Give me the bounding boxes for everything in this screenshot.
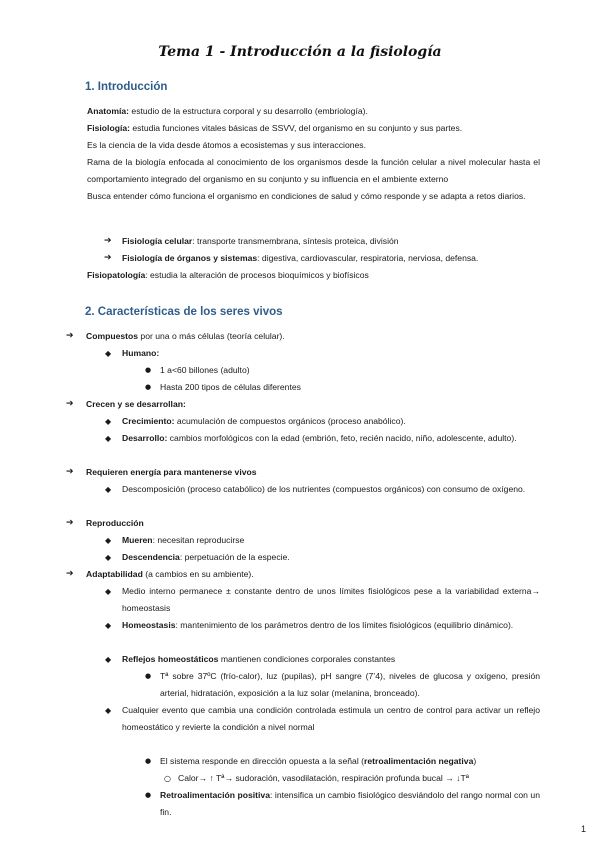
sub2-text: : digestiva, cardiovascular, respiratoria, nerviosa, defensa. (257, 253, 479, 263)
dot-bullet-icon: ● (145, 383, 152, 391)
rama-paragraph: Rama de la biología enfocada al conocimiento de los organismos desde la función celular a nivel molecular hasta el comportamiento integrado del organismo en su conjunto y su influencia en el ambiente externo (87, 157, 540, 184)
diamond-bullet-icon: ◆ (105, 655, 112, 664)
diamond-bullet-icon: ◆ (105, 621, 112, 630)
humano-term: Humano: (122, 348, 160, 358)
anatomia-term: Anatomía: (87, 106, 130, 116)
fisiopatologia-text: : estudia la alteración de procesos bioquímicos y biofísicos (145, 270, 369, 280)
crecen-term: Crecen y se desarrollan: (86, 399, 186, 409)
ciencia-line: Es la ciencia de la vida desde átomos a ecosistemas y sus interacciones. (87, 140, 366, 150)
desarrollo-text: cambios morfológicos con la edad (embrión, feto, recién nacido, niño, adolescente, adulto). (167, 433, 517, 443)
fisiologia-celular-item (122, 233, 399, 250)
mueren-item (122, 532, 244, 549)
medio-item: Medio interno permanece ± constante dentro de unos límites fisiológicos pese a la variabilidad externa→ homeostasis (122, 586, 540, 613)
mueren-text: : necesitan reproducirse (152, 535, 245, 545)
compuestos-item (86, 328, 285, 345)
fisiologia-text: estudia funciones vitales básicas de SSVV, del organismo en su conjunto y sus partes. (129, 123, 463, 133)
diamond-bullet-icon: ◆ (105, 434, 112, 443)
arrow-icon: ➔ (66, 399, 74, 409)
energia-term: Requieren energía para mantenerse vivos (86, 467, 257, 477)
desarrollo-term: Desarrollo: (122, 433, 168, 443)
arrow-icon: ➔ (104, 236, 112, 246)
arrow-icon: ➔ (66, 569, 74, 579)
homeostasis-item (122, 617, 540, 634)
temperatura-item: Tª sobre 37ºC (frío-calor), luz (pupilas), pH sangre (7’4), niveles de glucosa y oxígeno, presión arterial, hidratación, exposición a la luz solar (melanina, bronceado). (160, 671, 540, 698)
retro-pos-term: Retroalimentación positiva (160, 790, 270, 800)
homeostasis-text: : mantenimiento de los parámetros dentro de los límites fisiológicos (equilibrio dinámico). (175, 620, 514, 630)
crecen-item (86, 396, 186, 413)
fisiopatologia-line (87, 267, 369, 284)
reflejos-item (122, 651, 395, 668)
fisiopatologia-term: Fisiopatología (87, 270, 146, 280)
sub1-text: : transporte transmembrana, síntesis proteica, división (192, 236, 399, 246)
page-title: Tema 1 - Introducción a la fisiología (158, 44, 442, 60)
dot-bullet-icon: ● (145, 672, 152, 680)
diamond-bullet-icon: ◆ (105, 349, 112, 358)
page-number: 1 (580, 824, 586, 834)
reflejos-text: mantienen condiciones corporales constantes (218, 654, 396, 664)
calor-item: Calor→ ↑ Tª→ sudoración, vasodilatación, respiración profunda bucal → ↓Tª (178, 773, 469, 783)
sistema-term: retroalimentación negativa (363, 756, 474, 766)
fisiologia-line (87, 120, 540, 137)
diamond-bullet-icon: ◆ (105, 587, 112, 596)
sistema-text: El sistema responde en dirección opuesta a la señal ( (160, 756, 364, 766)
section-1-heading: 1. Introducción (85, 81, 168, 93)
humano-item (122, 345, 159, 362)
sistema-item (160, 753, 476, 770)
diamond-bullet-icon: ◆ (105, 417, 112, 426)
anatomia-line (87, 103, 540, 120)
sistema-end: ) (473, 756, 477, 766)
circle-bullet-icon: ○ (164, 774, 171, 783)
descendencia-term: Descendencia (122, 552, 180, 562)
compuestos-text: por una o más células (teoría celular). (138, 331, 285, 341)
fisiologia-organos-item (122, 250, 478, 267)
dot-bullet-icon: ● (145, 791, 152, 799)
fisiologia-term: Fisiología: (87, 123, 130, 133)
anatomia-text: estudio de la estructura corporal y su desarrollo (embriología). (129, 106, 368, 116)
homeostasis-term: Homeostasis (122, 620, 176, 630)
retro-pos-text: : intensifica un cambio fisiológico desviándolo del rango normal con un fin. (160, 790, 540, 817)
mueren-term: Mueren (122, 535, 153, 545)
crecimiento-text: acumulación de compuestos orgánicos (proceso anabólico). (174, 416, 406, 426)
humano-sub-2: Hasta 200 tipos de células diferentes (160, 382, 301, 392)
crecimiento-item (122, 413, 406, 430)
section-1-body (87, 103, 540, 205)
reproduccion-term: Reproducción (86, 518, 144, 528)
diamond-bullet-icon: ◆ (105, 553, 112, 562)
energia-item (86, 464, 257, 481)
adaptabilidad-term: Adaptabilidad (86, 569, 143, 579)
sub1-term: Fisiología celular (122, 236, 193, 246)
busca-paragraph: Busca entender cómo funciona el organismo en condiciones de salud y cómo responde y se adapta a retos diarios. (87, 191, 526, 201)
diamond-bullet-icon: ◆ (105, 536, 112, 545)
arrow-icon: ➔ (66, 467, 74, 477)
descendencia-text: : perpetuación de la especie. (179, 552, 290, 562)
reflejos-term: Reflejos homeostáticos (122, 654, 219, 664)
cualquier-item: Cualquier evento que cambia una condición controlada estimula un centro de control para activar un reflejo homeostático y revierte la condición a nivel normal (122, 705, 540, 732)
dot-bullet-icon: ● (145, 366, 152, 374)
desarrollo-item (122, 430, 540, 447)
arrow-icon: ➔ (104, 253, 112, 263)
compuestos-term: Compuestos (86, 331, 139, 341)
sub2-term: Fisiología de órganos y sistemas (122, 253, 258, 263)
arrow-icon: ➔ (66, 331, 74, 341)
reproduccion-item (86, 515, 144, 532)
retro-positiva-item (160, 787, 540, 821)
dot-bullet-icon: ● (145, 757, 152, 765)
section-2-heading: 2. Características de los seres vivos (85, 306, 283, 318)
humano-sub-1: 1 a<60 billones (adulto) (160, 365, 250, 375)
descendencia-item (122, 549, 290, 566)
diamond-bullet-icon: ◆ (105, 485, 112, 494)
arrow-icon: ➔ (66, 518, 74, 528)
descomposicion-item: Descomposición (proceso catabólico) de los nutrientes (compuestos orgánicos) con consumo de oxígeno. (122, 484, 526, 494)
adaptabilidad-item (86, 566, 254, 583)
diamond-bullet-icon: ◆ (105, 706, 112, 715)
crecimiento-term: Crecimiento: (122, 416, 175, 426)
adaptabilidad-text: (a cambios en su ambiente). (142, 569, 254, 579)
